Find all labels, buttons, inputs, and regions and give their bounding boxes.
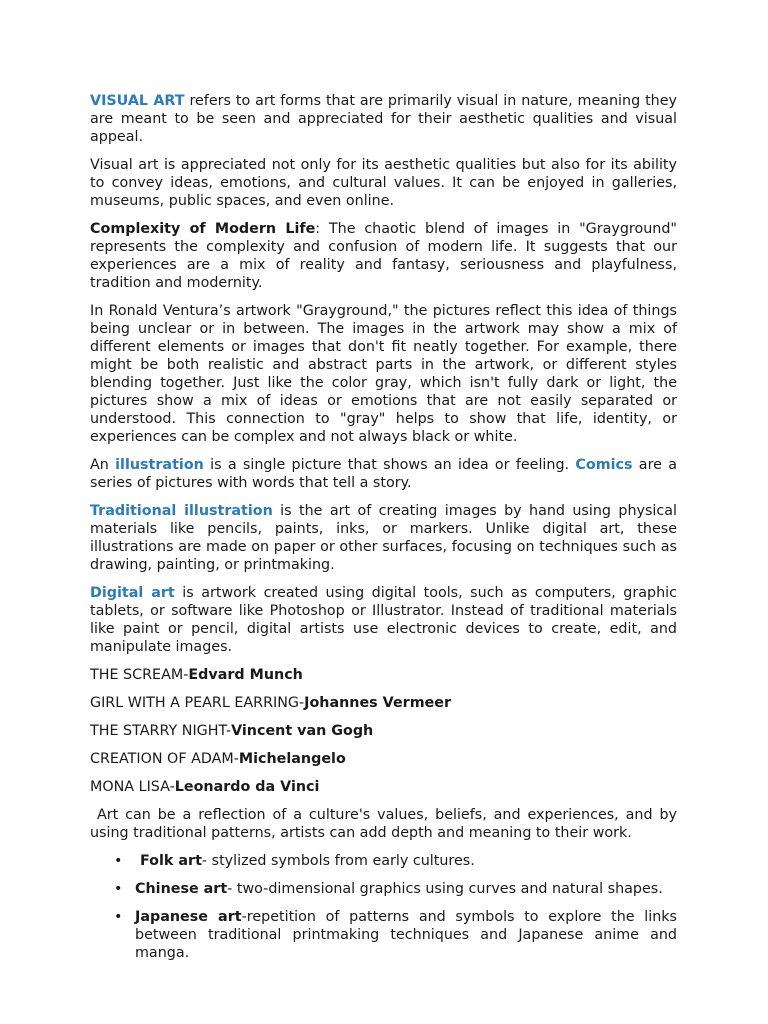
artwork-line bbox=[90, 694, 677, 712]
grayground-paragraph bbox=[90, 302, 677, 446]
list-item-term: Folk art bbox=[135, 853, 202, 869]
bullet-icon: • bbox=[114, 909, 123, 925]
art-styles-list bbox=[90, 852, 677, 962]
artwork-line bbox=[90, 778, 677, 796]
comics-text: are a series of pictures with words that tell a story. bbox=[90, 457, 677, 491]
artwork-title: THE SCREAM- bbox=[90, 667, 189, 683]
illustration-lead: An bbox=[90, 457, 116, 473]
list-item-text: - stylized symbols from early cultures. bbox=[201, 853, 475, 869]
list-item-term: Chinese art bbox=[135, 881, 228, 897]
illustration-paragraph bbox=[90, 456, 677, 492]
artwork-title: MONA LISA- bbox=[90, 779, 175, 795]
artwork-title: GIRL WITH A PEARL EARRING- bbox=[90, 695, 305, 711]
artwork-line bbox=[90, 722, 677, 740]
list-item-text: -repetition of patterns and symbols to explore the links between traditional printmaking techniques and Japanese anime and manga. bbox=[135, 909, 678, 961]
modern-life-paragraph bbox=[90, 220, 677, 292]
list-item-term: Japanese art bbox=[135, 909, 242, 925]
culture-paragraph bbox=[90, 806, 682, 842]
visual-art-paragraph bbox=[90, 92, 677, 146]
traditional-illustration-text: is the art of creating images by hand using physical materials like pencils, paints, inks, or markers. Unlike digital art, these illustrations are made on paper or other surfaces, focusing on techniques such as drawing, painting, or printmaking. bbox=[90, 503, 677, 573]
bullet-icon: • bbox=[114, 853, 123, 869]
artwork-title: THE STARRY NIGHT- bbox=[90, 723, 232, 739]
digital-art-term: Digital art bbox=[90, 585, 175, 601]
artwork-line bbox=[90, 666, 677, 684]
grayground-text: In Ronald Ventura’s artwork "Grayground," the pictures reflect this idea of things being unclear or in between. The images in the artwork may show a mix of different elements or images that don't fit neatly together. For example, there might be both realistic and abstract parts in the artwork, or different styles blending together. Just like the color gray, which isn't fully dark or light, the pictures show a mix of ideas or emotions that are not easily separated or understood. This connection to "gray" helps to show that life, identity, or experiences can be complex and not always black or white. bbox=[90, 303, 677, 445]
artwork-line bbox=[90, 750, 677, 768]
digital-art-text: is artwork created using digital tools, such as computers, graphic tablets, or software like Photoshop or Illustrator. Instead of traditional materials like paint or pencil, digital artists use electronic devices to create, edit, and manipulate images. bbox=[90, 585, 677, 655]
artwork-artist: Leonardo da Vinci bbox=[174, 779, 320, 795]
artwork-artist: Vincent van Gogh bbox=[231, 723, 374, 739]
modern-life-term: Complexity of Modern Life bbox=[90, 221, 316, 237]
document-page bbox=[90, 92, 682, 972]
digital-art-paragraph bbox=[90, 584, 677, 656]
culture-text: Art can be a reflection of a culture's values, beliefs, and experiences, and by using traditional patterns, artists can add depth and meaning to their work. bbox=[90, 807, 682, 841]
list-item bbox=[114, 908, 678, 962]
traditional-illustration-term: Traditional illustration bbox=[90, 503, 273, 519]
artwork-artist: Johannes Vermeer bbox=[304, 695, 452, 711]
bullet-icon: • bbox=[114, 881, 123, 897]
visual-art-text: refers to art forms that are primarily visual in nature, meaning they are meant to be seen and appreciated for their aesthetic qualities and visual appeal. bbox=[90, 93, 677, 145]
list-item bbox=[114, 880, 677, 898]
list-item bbox=[114, 852, 677, 870]
artwork-title: CREATION OF ADAM- bbox=[90, 751, 239, 767]
appreciation-paragraph bbox=[90, 156, 677, 210]
illustration-term: illustration bbox=[115, 457, 204, 473]
comics-term: Comics bbox=[575, 457, 633, 473]
appreciation-text: Visual art is appreciated not only for its aesthetic qualities but also for its ability to convey ideas, emotions, and cultural values. It can be enjoyed in galleries, museums, public spaces, and even online. bbox=[90, 157, 677, 209]
list-item-text: - two-dimensional graphics using curves and natural shapes. bbox=[227, 881, 663, 897]
traditional-illustration-paragraph bbox=[90, 502, 677, 574]
illustration-mid: is a single picture that shows an idea or feeling. bbox=[203, 457, 576, 473]
artwork-artist: Michelangelo bbox=[238, 751, 346, 767]
visual-art-term: VISUAL ART bbox=[90, 93, 185, 109]
modern-life-text: : The chaotic blend of images in "Grayground" represents the complexity and confusion of modern life. It suggests that our experiences are a mix of reality and fantasy, seriousness and playfulness, tradition and modernity. bbox=[90, 221, 677, 291]
artwork-artist: Edvard Munch bbox=[188, 667, 303, 683]
